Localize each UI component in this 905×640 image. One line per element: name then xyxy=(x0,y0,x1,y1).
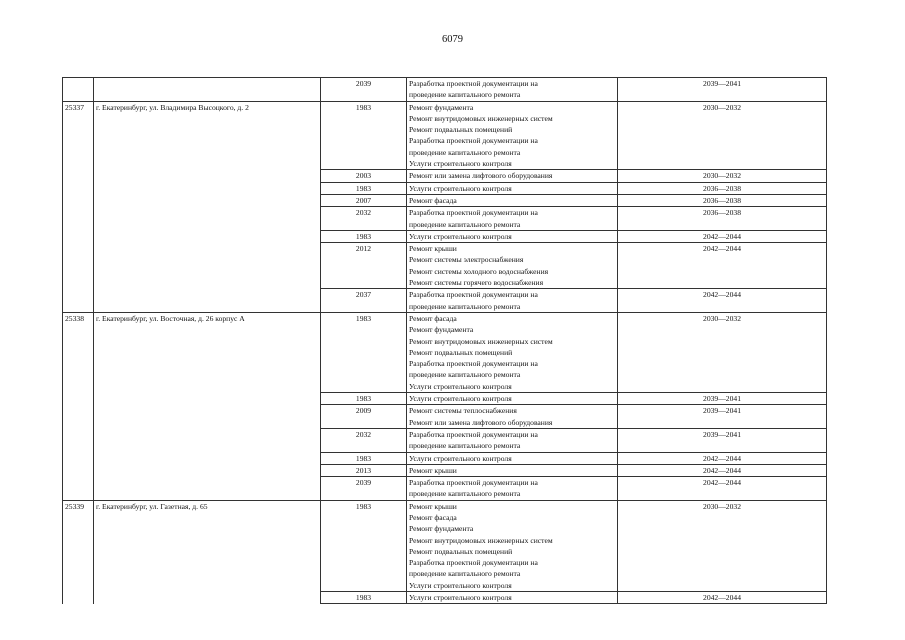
works-cell xyxy=(407,170,618,182)
address-cell xyxy=(94,78,321,102)
year-cell: 2007 xyxy=(321,194,407,206)
address-cell: г. Екатеринбург, ул. Газетная, д. 65 xyxy=(94,500,321,591)
year-cell: 1983 xyxy=(321,101,407,170)
period-cell: 2030—2032 xyxy=(618,170,827,182)
address-cell xyxy=(94,477,321,501)
table-row xyxy=(63,312,827,392)
address-cell xyxy=(94,452,321,464)
address-cell xyxy=(94,592,321,604)
house-number-cell xyxy=(63,182,94,194)
table-row xyxy=(63,393,827,405)
work-item: Ремонт или замена лифтового оборудования xyxy=(409,171,553,181)
house-number-cell xyxy=(63,207,94,231)
work-item: проведение капитального ремонта xyxy=(409,219,521,229)
house-number-cell xyxy=(63,452,94,464)
address-cell xyxy=(94,428,321,452)
year-cell: 1983 xyxy=(321,230,407,242)
house-number-cell: 25338 xyxy=(63,312,94,392)
period-cell: 2030—2032 xyxy=(618,312,827,392)
work-item: проведение капитального ремонта xyxy=(409,441,521,451)
work-item: Ремонт системы холодного водоснабжения xyxy=(409,266,549,276)
period-cell: 2042—2044 xyxy=(618,477,827,501)
period-cell: 2030—2032 xyxy=(618,500,827,591)
works-cell xyxy=(407,101,618,170)
work-item: Разработка проектной документации на xyxy=(409,79,538,88)
work-item: Услуги строительного контроля xyxy=(409,183,512,193)
table-row xyxy=(63,428,827,452)
year-cell: 2032 xyxy=(321,428,407,452)
work-item: Ремонт внутридомовых инженерных систем xyxy=(409,113,553,123)
house-number-cell xyxy=(63,592,94,604)
year-cell: 1983 xyxy=(321,182,407,194)
period-cell: 2039—2041 xyxy=(618,393,827,405)
house-number-cell xyxy=(63,170,94,182)
house-number-cell xyxy=(63,428,94,452)
house-number-cell xyxy=(63,393,94,405)
work-item: Разработка проектной документации на xyxy=(409,208,538,218)
house-number-cell xyxy=(63,464,94,476)
year-cell: 2012 xyxy=(321,243,407,289)
work-item: Ремонт системы горячего водоснабжения xyxy=(409,278,544,288)
table-row xyxy=(63,452,827,464)
period-cell: 2036—2038 xyxy=(618,182,827,194)
table-row xyxy=(63,170,827,182)
works-cell xyxy=(407,194,618,206)
work-item: проведение капитального ремонта xyxy=(409,301,521,311)
works-cell xyxy=(407,312,618,392)
works-cell xyxy=(407,405,618,429)
table-row xyxy=(63,289,827,313)
work-item: Услуги строительного контроля xyxy=(409,394,512,404)
works-cell xyxy=(407,393,618,405)
year-cell: 2032 xyxy=(321,207,407,231)
period-cell: 2036—2038 xyxy=(618,207,827,231)
works-cell xyxy=(407,428,618,452)
table-row xyxy=(63,464,827,476)
work-item: Ремонт внутридомовых инженерных систем xyxy=(409,336,553,346)
table-row xyxy=(63,207,827,231)
work-item: Ремонт фасада xyxy=(409,512,457,522)
period-cell: 2039—2041 xyxy=(618,78,827,102)
address-cell xyxy=(94,207,321,231)
work-item: Ремонт системы теплоснабжения xyxy=(409,406,517,416)
works-cell xyxy=(407,477,618,501)
period-cell: 2039—2041 xyxy=(618,405,827,429)
work-item: Ремонт подвальных помещений xyxy=(409,125,513,135)
work-item: Ремонт фундамента xyxy=(409,325,474,335)
address-cell xyxy=(94,243,321,289)
work-item: Разработка проектной документации на xyxy=(409,478,538,488)
address-cell xyxy=(94,405,321,429)
address-cell xyxy=(94,194,321,206)
house-number-cell xyxy=(63,243,94,289)
period-cell: 2042—2044 xyxy=(618,592,827,604)
works-cell xyxy=(407,207,618,231)
year-cell: 1983 xyxy=(321,452,407,464)
work-item: Услуги строительного контроля xyxy=(409,159,512,169)
table-row xyxy=(63,477,827,501)
period-cell: 2042—2044 xyxy=(618,243,827,289)
address-cell: г. Екатеринбург, ул. Владимира Высоцкого, д. 2 xyxy=(94,101,321,170)
house-number-cell: 25339 xyxy=(63,500,94,591)
house-number-cell xyxy=(63,289,94,313)
works-cell xyxy=(407,464,618,476)
period-cell: 2042—2044 xyxy=(618,230,827,242)
address-cell xyxy=(94,464,321,476)
work-item: Услуги строительного контроля xyxy=(409,580,512,590)
table-row xyxy=(63,500,827,591)
table-row xyxy=(63,405,827,429)
work-item: проведение капитального ремонта xyxy=(409,569,521,579)
page-number: 6079 xyxy=(442,34,463,45)
house-number-cell: 25337 xyxy=(63,101,94,170)
table-row xyxy=(63,592,827,604)
work-item: Ремонт или замена лифтового оборудования xyxy=(409,417,553,427)
work-item: Ремонт фасада xyxy=(409,313,457,323)
period-cell: 2042—2044 xyxy=(618,464,827,476)
period-cell: 2039—2041 xyxy=(618,428,827,452)
work-item: Услуги строительного контроля xyxy=(409,453,512,463)
work-item: проведение капитального ремонта xyxy=(409,370,521,380)
table-row xyxy=(63,182,827,194)
year-cell: 2013 xyxy=(321,464,407,476)
table-row xyxy=(63,194,827,206)
table-row xyxy=(63,230,827,242)
works-cell xyxy=(407,182,618,194)
table-row xyxy=(63,101,827,170)
work-item: проведение капитального ремонта xyxy=(409,489,521,499)
works-cell xyxy=(407,243,618,289)
address-cell xyxy=(94,289,321,313)
work-item: Услуги строительного контроля xyxy=(409,381,512,391)
house-number-cell xyxy=(63,477,94,501)
work-item: Ремонт системы электроснабжения xyxy=(409,255,524,265)
work-item: проведение капитального ремонта xyxy=(409,90,521,100)
work-item: Ремонт подвальных помещений xyxy=(409,347,513,357)
works-cell xyxy=(407,592,618,604)
table-row xyxy=(63,78,827,102)
work-item: Разработка проектной документации на xyxy=(409,290,538,300)
house-number-cell xyxy=(63,230,94,242)
work-item: Ремонт фундамента xyxy=(409,524,474,534)
work-item: Ремонт подвальных помещений xyxy=(409,546,513,556)
works-cell xyxy=(407,78,618,102)
work-item: Услуги строительного контроля xyxy=(409,231,512,241)
house-number-cell xyxy=(63,194,94,206)
work-item: Разработка проектной документации на xyxy=(409,558,538,568)
works-cell xyxy=(407,289,618,313)
works-cell xyxy=(407,452,618,464)
work-item: Ремонт крыши xyxy=(409,501,457,511)
year-cell: 2039 xyxy=(321,477,407,501)
address-cell xyxy=(94,182,321,194)
works-cell xyxy=(407,230,618,242)
work-item: Разработка проектной документации на xyxy=(409,429,538,439)
year-cell: 1983 xyxy=(321,500,407,591)
table-body xyxy=(63,78,827,604)
period-cell: 2030—2032 xyxy=(618,101,827,170)
year-cell: 2003 xyxy=(321,170,407,182)
address-cell xyxy=(94,170,321,182)
house-number-cell xyxy=(63,405,94,429)
work-item: Услуги строительного контроля xyxy=(409,593,512,603)
address-cell xyxy=(94,230,321,242)
year-cell: 2009 xyxy=(321,405,407,429)
period-cell: 2042—2044 xyxy=(618,452,827,464)
works-cell xyxy=(407,500,618,591)
work-item: проведение капитального ремонта xyxy=(409,147,521,157)
work-item: Разработка проектной документации на xyxy=(409,359,538,369)
period-cell: 2042—2044 xyxy=(618,289,827,313)
address-cell xyxy=(94,393,321,405)
year-cell: 2039 xyxy=(321,78,407,102)
house-number-cell xyxy=(63,78,94,102)
year-cell: 2037 xyxy=(321,289,407,313)
table-row xyxy=(63,243,827,289)
year-cell: 1983 xyxy=(321,393,407,405)
work-item: Ремонт крыши xyxy=(409,465,457,475)
period-cell: 2036—2038 xyxy=(618,194,827,206)
capital-repair-table xyxy=(62,77,827,604)
work-item: Разработка проектной документации на xyxy=(409,136,538,146)
work-item: Ремонт фасада xyxy=(409,195,457,205)
year-cell: 1983 xyxy=(321,592,407,604)
work-item: Ремонт фундамента xyxy=(409,102,474,112)
year-cell: 1983 xyxy=(321,312,407,392)
work-item: Ремонт внутридомовых инженерных систем xyxy=(409,535,553,545)
work-item: Ремонт крыши xyxy=(409,244,457,254)
address-cell: г. Екатеринбург, ул. Восточная, д. 26 корпус А xyxy=(94,312,321,392)
